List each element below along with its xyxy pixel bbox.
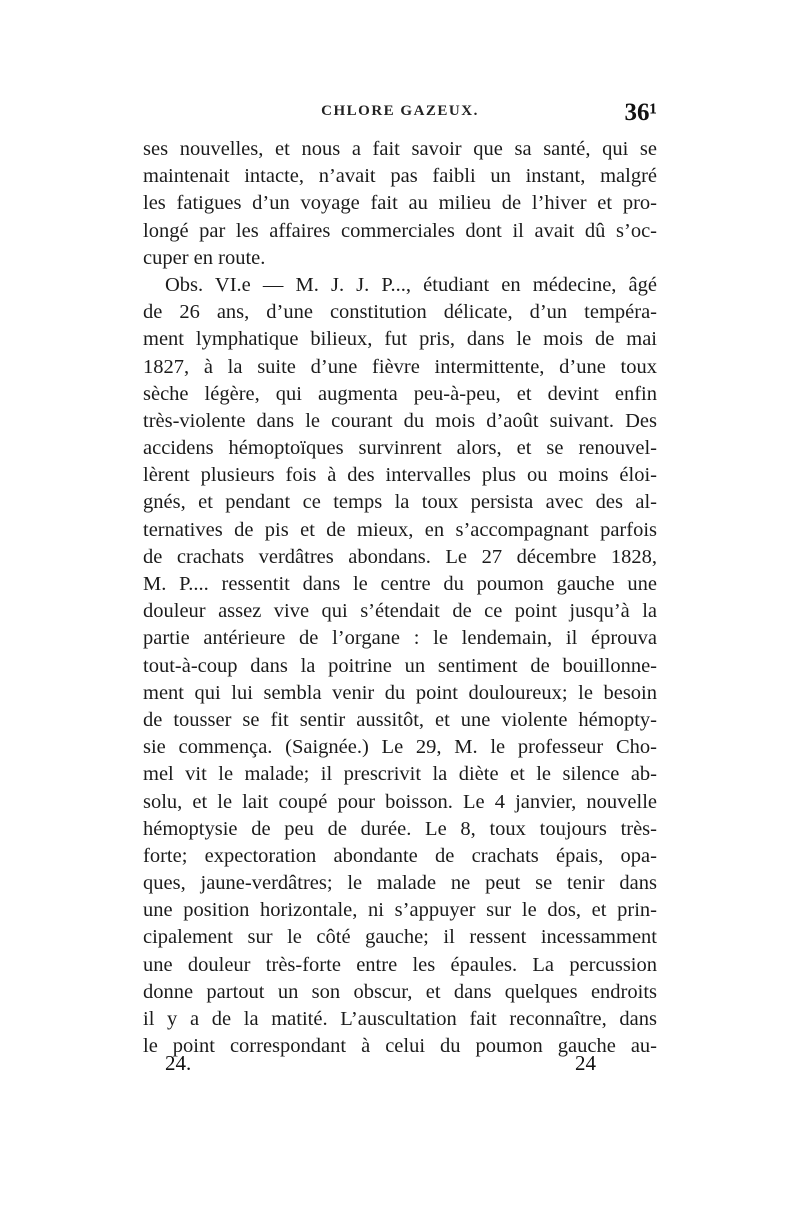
text-line: ment lymphatique bilieux, fut pris, dans le mois de mai [143,328,657,351]
text-line: forte; expectoration abondante de crachats épais, opa- [143,844,657,867]
text-line: donne partout un son obscur, et dans quelques endroits [143,980,657,1003]
running-title: CHLORE GAZEUX. [321,103,479,119]
text-line: accidens hémoptoïques survinrent alors, et se renouvel- [143,437,657,460]
signature-mark-right: 24 [575,1051,596,1075]
text-line: lèrent plusieurs fois à des intervalles plus ou moins éloi- [143,464,657,487]
text-line: longé par les affaires commerciales dont il avait dû s’oc- [143,219,657,242]
text-line: de crachats verdâtres abondans. Le 27 décembre 1828, [143,545,657,568]
text-line: hémoptysie de peu de durée. Le 8, toux toujours très- [143,817,657,840]
text-line: ment qui lui sembla venir du point douloureux; le besoin [143,681,657,704]
text-line: cuper en route. [143,246,266,269]
running-head [143,99,657,129]
text-line: partie antérieure de l’organe : le lendemain, il éprouva [143,627,657,650]
text-line: très-violente dans le courant du mois d’août suivant. Des [143,409,657,432]
text-line: cipalement sur le côté gauche; il ressent incessamment [143,926,657,949]
text-line: de 26 ans, d’une constitution délicate, d’un tempéra- [143,301,657,324]
text-line: 1827, à la suite d’une fièvre intermittente, d’une toux [143,355,657,378]
text-line: mel vit le malade; il prescrivit la diète et le silence ab- [143,763,657,786]
signature-mark-left: 24. [165,1051,192,1075]
page-number: 36¹ [624,99,657,126]
text-line: les fatigues d’un voyage fait au milieu de l’hiver et pro- [143,192,657,215]
text-line: sie commença. (Saignée.) Le 29, M. le professeur Cho- [143,736,657,759]
text-line: une position horizontale, ni s’appuyer sur le dos, et prin- [143,899,657,922]
body-text [143,136,657,1060]
text-line: douleur assez vive qui s’étendait de ce point jusqu’à la [143,600,657,623]
observation-heading-line: Obs. VI.e — M. J. J. P..., étudiant en médecine, âgé [165,273,657,296]
text-line: sèche légère, qui augmenta peu-à-peu, et devint enfin [143,382,657,405]
text-line: solu, et le lait coupé pour boisson. Le 4 janvier, nouvelle [143,790,657,813]
text-line: de tousser se fit sentir aussitôt, et une violente hémopty- [143,708,657,731]
text-line: maintenait intacte, n’avait pas faibli un instant, malgré [143,165,657,188]
text-line: le point correspondant à celui du poumon gauche au- [143,1035,657,1058]
text-line: tout-à-coup dans la poitrine un sentiment de bouillonne- [143,654,657,677]
text-line: gnés, et pendant ce temps la toux persista avec des al- [143,491,657,514]
page-footer [143,1051,657,1079]
text-line: il y a de la matité. L’auscultation fait reconnaître, dans [143,1008,657,1030]
text-line: M. P.... ressentit dans le centre du poumon gauche une [143,573,657,595]
text-line: ternatives de pis et de mieux, en s’accompagnant parfois [143,518,657,541]
text-line: ques, jaune-verdâtres; le malade ne peut se tenir dans [143,872,657,895]
text-line: ses nouvelles, et nous a fait savoir que sa santé, qui se [143,138,657,160]
text-line: une douleur très-forte entre les épaules. La percussion [143,953,657,976]
